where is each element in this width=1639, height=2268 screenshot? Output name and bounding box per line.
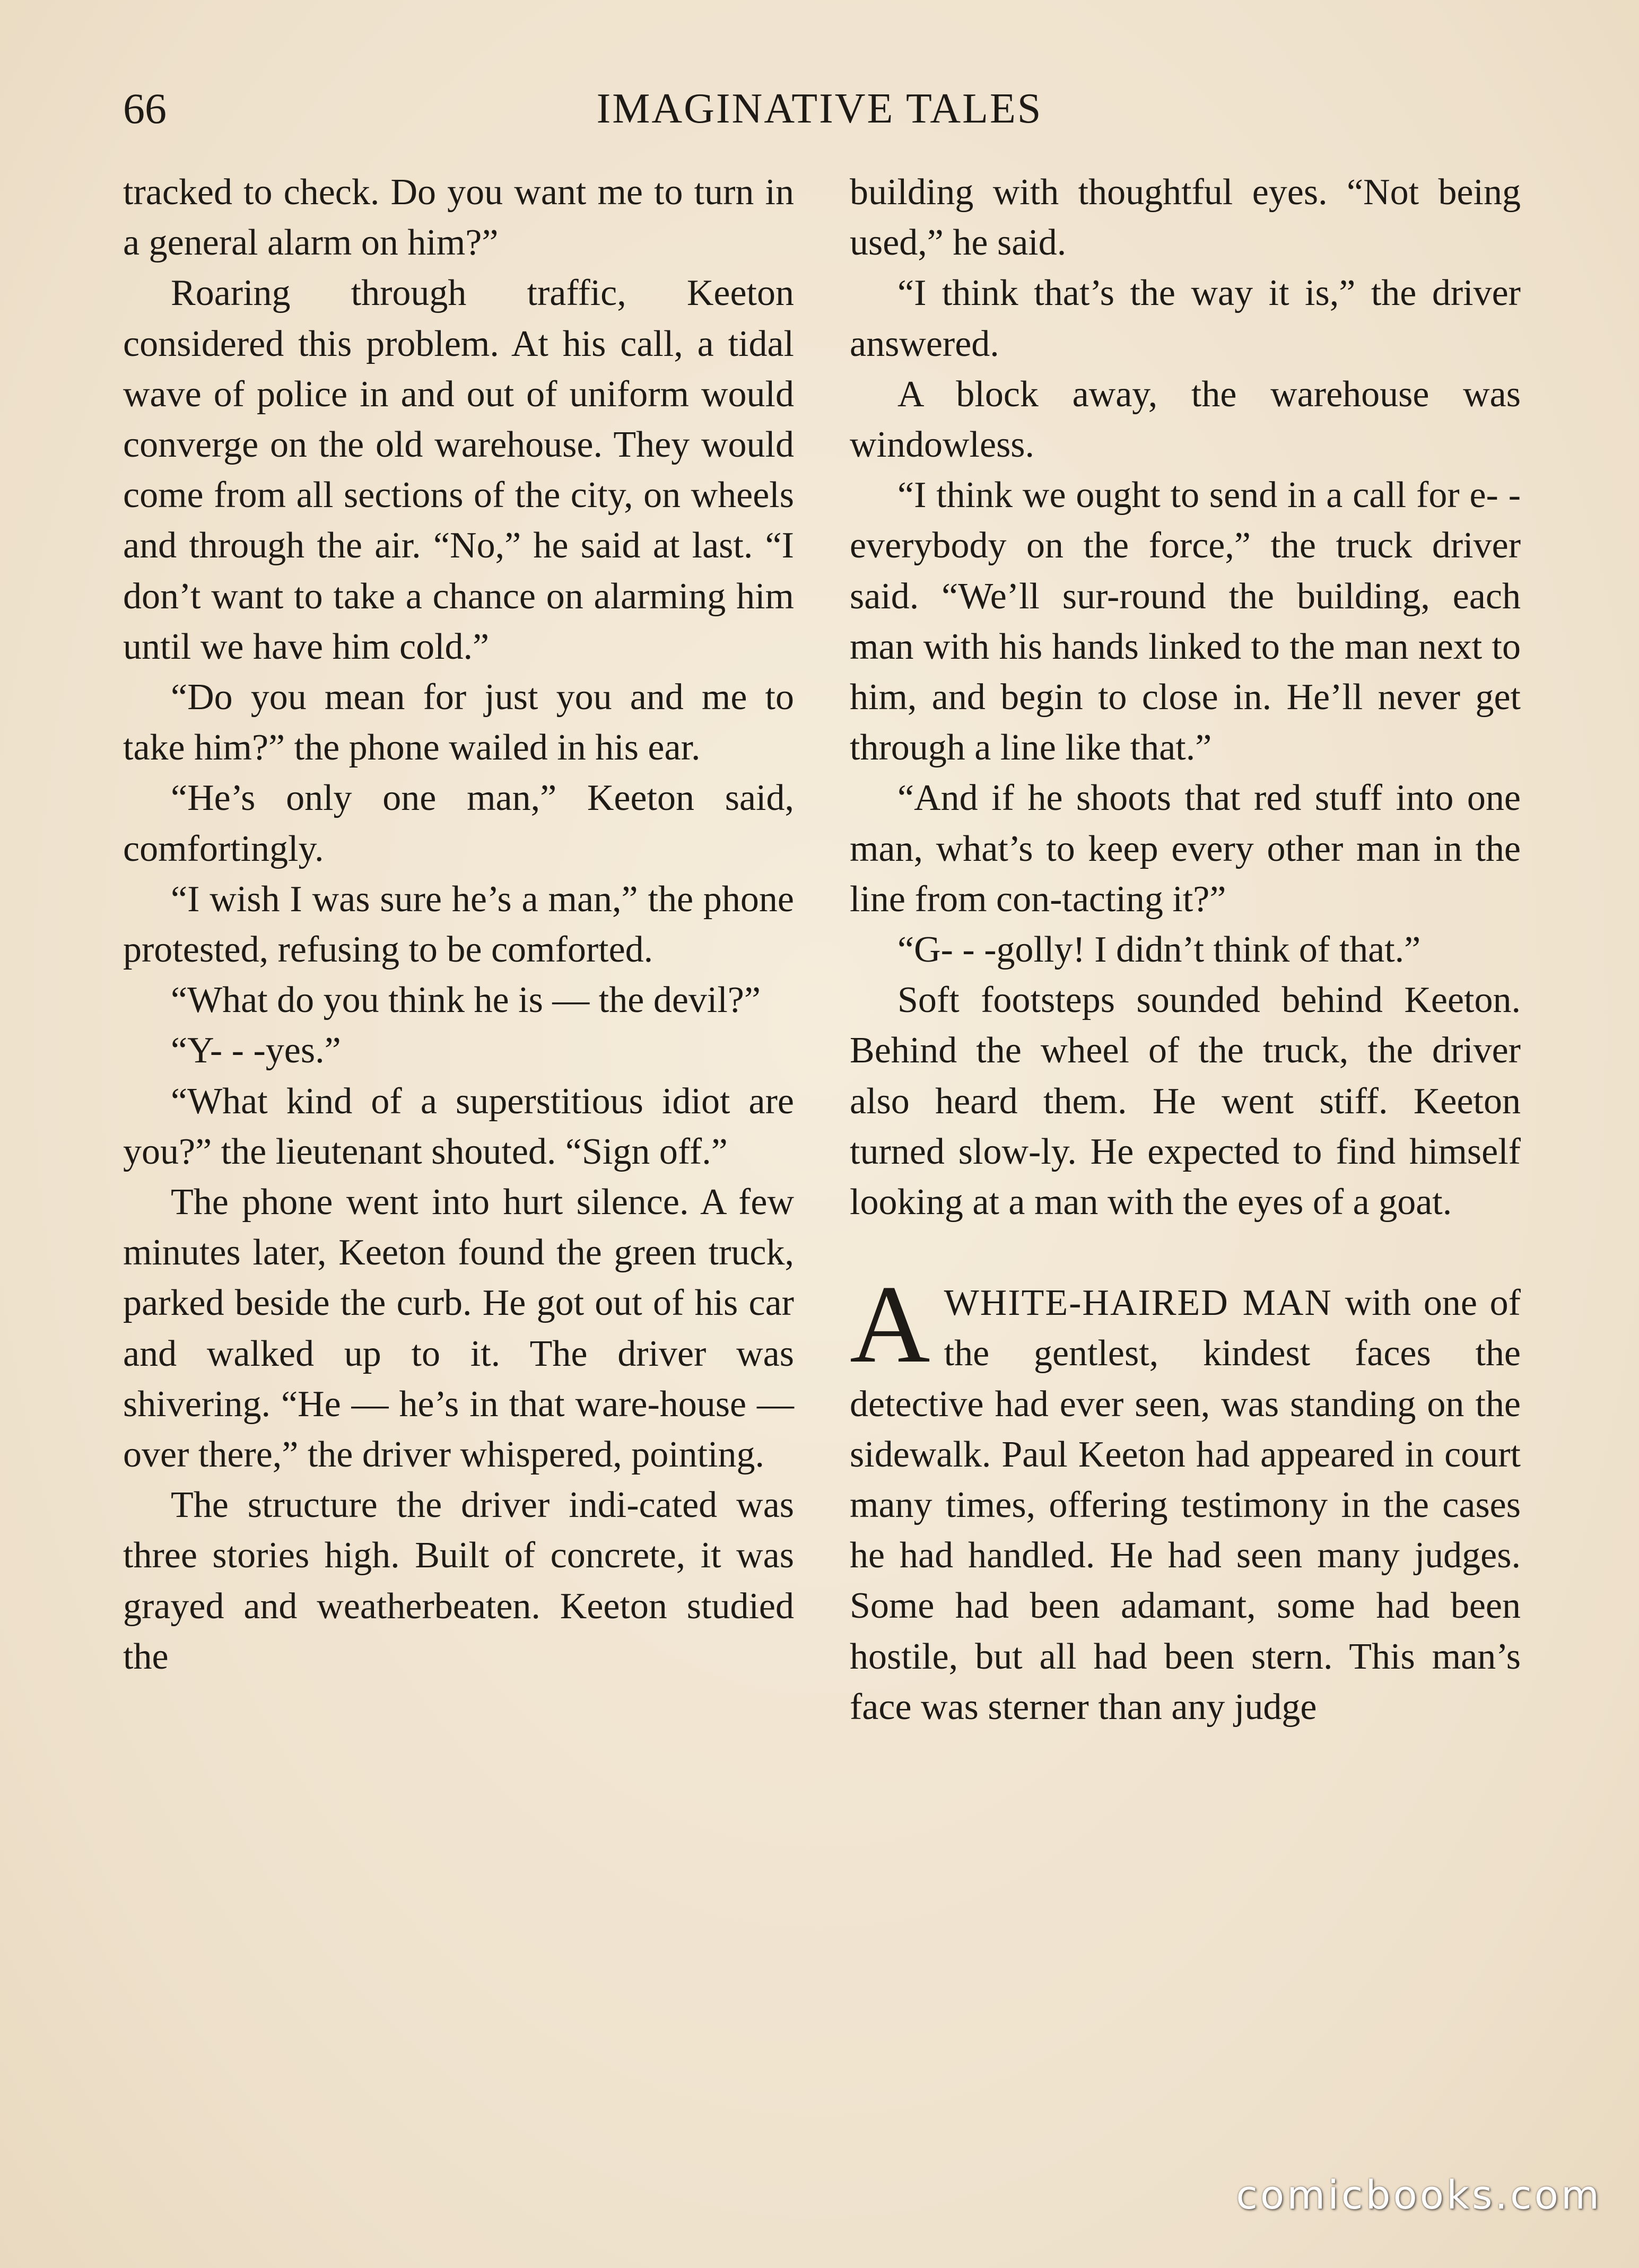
running-title: IMAGINATIVE TALES (596, 85, 1043, 132)
drop-cap: A (850, 1263, 930, 1386)
paragraph: tracked to check. Do you want me to turn in a general alarm on him?” (123, 172, 794, 264)
left-column (123, 167, 794, 1682)
paragraph: building with thoughtful eyes. “Not being used,” he said. (850, 172, 1521, 264)
paragraph: “I wish I was sure he’s a man,” the phone protested, refusing to be comforted. (123, 878, 794, 971)
paragraph: Soft footsteps sounded behind Keeton. Behind the wheel of the truck, the driver also heard them. He went stiff. Keeton turned slow-ly. He expected to find himself looking at a man with the eyes of a goat. (850, 980, 1521, 1223)
paragraph: Roaring through traffic, Keeton considered this problem. At his call, a tidal wave of police in and out of uniform would converge on the old warehouse. They would come from all sections of the city, on wheels and through the air. “No,” he said at last. “I don’t want to take a chance on alarming him until we have him cold.” (123, 273, 794, 667)
right-column (850, 167, 1521, 1732)
page-header (0, 80, 1639, 138)
paragraph: The phone went into hurt silence. A few minutes later, Keeton found the green truck, parked beside the curb. He got out of his car and walked up to it. The driver was shivering. “He — he’s in that ware-house — over there,” the driver whispered, pointing. (123, 1182, 794, 1476)
watermark-logo: comicbooks.com (1236, 2173, 1602, 2218)
paragraph: “What kind of a superstitious idiot are you?” the lieutenant shouted. “Sign off.” (123, 1080, 794, 1172)
paragraph: “Do you mean for just you and me to take him?” the phone wailed in his ear. (123, 677, 794, 769)
paragraph: “He’s only one man,” Keeton said, comfortingly. (123, 778, 794, 869)
page-number: 66 (123, 84, 167, 133)
paragraph: “I think that’s the way it is,” the driver answered. (850, 273, 1521, 364)
paragraph-text: with one of the gentlest, kindest faces the detective had ever seen, was standing on the sidewalk. Paul Keeton had appeared in court many times, offering testimony in the cases he had handled. He had seen many judges. Some had been adamant, some had been hostile, but all had been stern. This man’s face was sterner than any judge (850, 1283, 1521, 1728)
paragraph: “I think we ought to send in a call for e- -everybody on the force,” the truck driver said. “We’ll sur-round the building, each man with his hands linked to the man next to him, and begin to close in. He’ll never get through a line like that.” (850, 475, 1521, 769)
paragraph: “And if he shoots that red stuff into one man, what’s to keep every other man in the line from con-tacting it?” (850, 778, 1521, 920)
dropcap-paragraph (850, 1263, 1521, 1732)
lead-in-caps: WHITE-HAIRED MAN (944, 1283, 1332, 1324)
paragraph: “G- - -golly! I didn’t think of that.” (897, 929, 1421, 971)
paragraph: The structure the driver indi-cated was three stories high. Built of concrete, it was grayed and weatherbeaten. Keeton studied the (123, 1485, 794, 1677)
paragraph: A block away, the warehouse was windowless. (850, 373, 1521, 466)
paragraph: “Y- - -yes.” (171, 1030, 341, 1071)
paragraph: “What do you think he is — the devil?” (171, 980, 761, 1021)
